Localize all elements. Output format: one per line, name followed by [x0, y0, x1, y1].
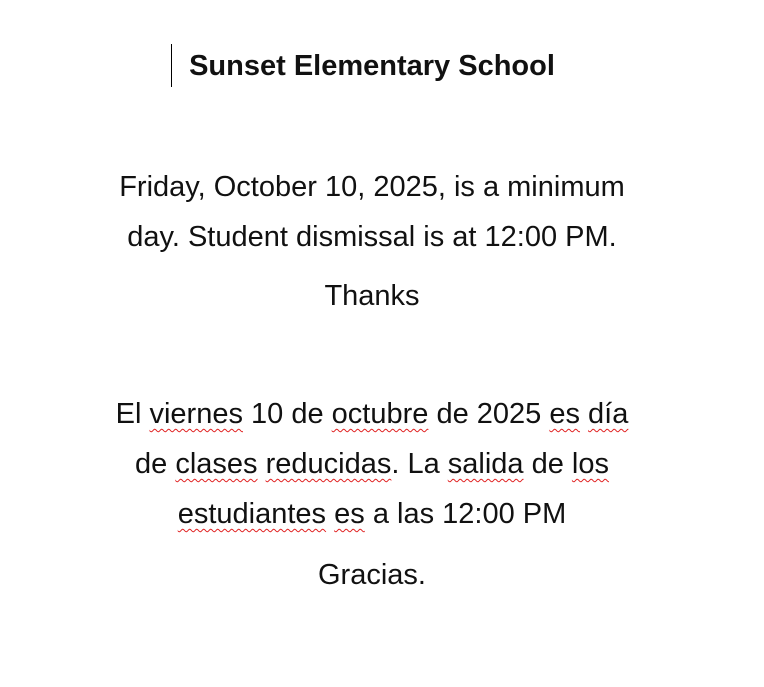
text-run: de	[134, 448, 176, 480]
school-title: Sunset Elementary School	[189, 50, 555, 82]
text-run: El	[115, 398, 150, 430]
spellcheck-flagged-word[interactable]: día	[588, 398, 629, 430]
spellcheck-flagged-word[interactable]: clases	[175, 448, 258, 480]
text-run: 10 de	[242, 398, 332, 430]
spanish-notice-line	[60, 439, 684, 489]
spanish-notice-line	[60, 389, 684, 439]
spellcheck-flagged-word[interactable]: viernes	[149, 398, 243, 430]
spanish-notice	[60, 389, 684, 539]
spanish-closing: Gracias.	[318, 559, 426, 591]
english-notice-line: day. Student dismissal is at 12:00 PM.	[127, 221, 617, 253]
spanish-notice-line	[60, 489, 684, 539]
english-notice	[60, 162, 684, 262]
spellcheck-flagged-word[interactable]: octubre	[331, 398, 429, 430]
text-run	[326, 498, 334, 530]
text-run: de 2025	[428, 398, 550, 430]
text-run: . La	[391, 448, 448, 480]
english-notice-line: Friday, October 10, 2025, is a minimum	[119, 171, 625, 203]
text-run	[580, 398, 588, 430]
spellcheck-flagged-word[interactable]: estudiantes	[177, 498, 327, 530]
english-closing: Thanks	[324, 280, 420, 312]
spellcheck-flagged-word[interactable]: es	[549, 398, 580, 430]
spellcheck-flagged-word[interactable]: es	[334, 498, 365, 530]
text-run	[258, 448, 266, 480]
text-run: a las 12:00 PM	[364, 498, 567, 530]
spellcheck-flagged-word[interactable]: salida	[447, 448, 524, 480]
spellcheck-flagged-word[interactable]: reducidas	[265, 448, 392, 480]
text-run: de	[523, 448, 572, 480]
spellcheck-flagged-word[interactable]: los	[571, 448, 609, 480]
